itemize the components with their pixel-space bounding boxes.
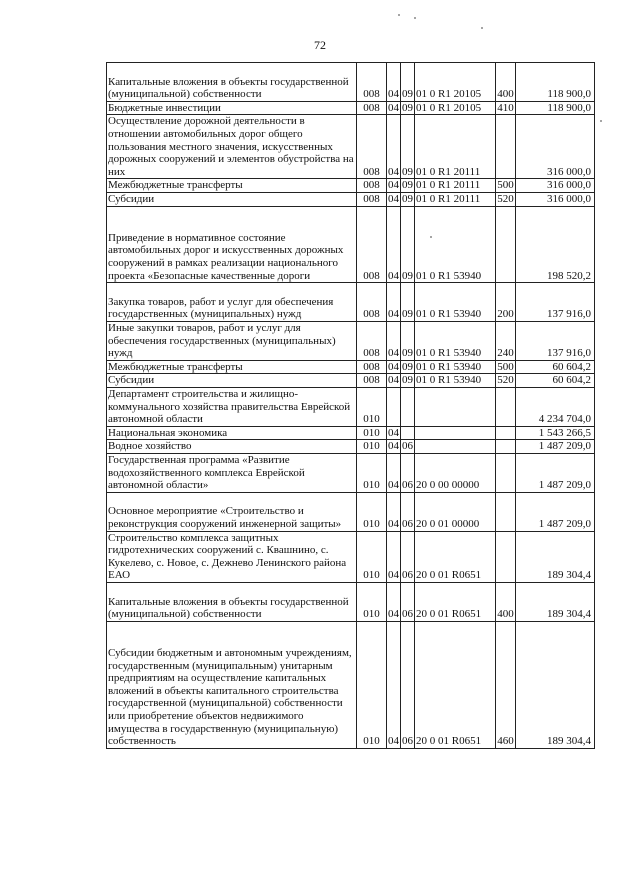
table-row	[107, 321, 595, 360]
row-amount: 1 487 209,0	[516, 492, 595, 531]
scan-speck	[430, 236, 432, 238]
table-row	[107, 582, 595, 621]
row-subsection-code: 06	[401, 582, 415, 621]
row-amount: 60 604,2	[516, 360, 595, 374]
row-amount: 189 304,4	[516, 582, 595, 621]
scan-speck	[481, 27, 483, 29]
row-target-article-code: 20 0 01 00000	[415, 492, 496, 531]
row-amount: 4 234 704,0	[516, 387, 595, 426]
row-target-article-code: 01 0 R1 53940	[415, 374, 496, 388]
row-subsection-code: 09	[401, 283, 415, 322]
row-name: Бюджетные инвестиции	[107, 101, 357, 115]
row-expense-type-code	[496, 531, 516, 582]
row-target-article-code: 20 0 01 R0651	[415, 582, 496, 621]
table-row	[107, 63, 595, 102]
table-row	[107, 426, 595, 440]
row-target-article-code: 01 0 R1 20111	[415, 192, 496, 206]
row-target-article-code	[415, 440, 496, 454]
row-target-article-code: 01 0 R1 53940	[415, 283, 496, 322]
row-grbs-code: 008	[357, 283, 387, 322]
row-name: Капитальные вложения в объекты государственной (муниципальной) собственности	[107, 582, 357, 621]
row-subsection-code: 06	[401, 492, 415, 531]
row-section-code: 04	[388, 360, 399, 373]
row-expense-type-code	[496, 206, 516, 283]
row-name: Национальная экономика	[107, 426, 357, 440]
row-section-code: 04	[387, 582, 401, 621]
table-row	[107, 621, 595, 748]
row-name: Осуществление дорожной деятельности в отношении автомобильных дорог общего пользования местного значения, искусственных дорожных сооружений и элементов обустройства на них	[107, 115, 357, 179]
row-expense-type-code: 460	[496, 621, 516, 748]
row-target-article-code: 01 0 R1 53940	[415, 321, 496, 360]
row-target-article-code: 20 0 00 00000	[415, 453, 496, 492]
row-name: Капитальные вложения в объекты государственной (муниципальной) собственности	[107, 63, 357, 102]
row-expense-type-code: 520	[497, 374, 514, 387]
row-grbs-code: 010	[357, 453, 387, 492]
row-name: Департамент строительства и жилищно-коммунального хозяйства правительства Еврейской автономной области	[107, 387, 357, 426]
row-expense-type-code	[496, 440, 516, 454]
row-target-article-code: 20 0 01 R0651	[415, 621, 496, 748]
scan-speck	[398, 14, 400, 16]
row-grbs-code: 010	[357, 440, 387, 454]
row-amount: 316 000,0	[516, 179, 595, 193]
row-target-article-code: 01 0 R1 20105	[415, 63, 496, 102]
row-expense-type-code: 400	[496, 63, 516, 102]
row-amount: 1 543 266,5	[516, 426, 595, 440]
row-section-code: 04	[387, 63, 401, 102]
row-name: Приведение в нормативное состояние автомобильных дорог и искусственных дорожных сооружений в рамках реализации национального проекта «Безопасные качественные дороги	[107, 206, 357, 283]
row-name: Строительство комплекса защитных гидротехнических сооружений с. Квашнино, с. Кукелево, с. Новое, с. Дежнево Ленинского района ЕАО	[107, 531, 357, 582]
row-expense-type-code	[496, 387, 516, 426]
table-row	[107, 492, 595, 531]
row-name: Основное мероприятие «Строительство и реконструкция сооружений инженерной защиты»	[107, 492, 357, 531]
table-row	[107, 387, 595, 426]
row-amount: 198 520,2	[516, 206, 595, 283]
row-section-code: 04	[388, 179, 399, 192]
row-subsection-code: 06	[402, 440, 413, 453]
table-row	[107, 101, 595, 115]
row-grbs-code: 010	[357, 492, 387, 531]
row-amount: 60 604,2	[516, 374, 595, 388]
table-row	[107, 440, 595, 454]
row-name: Закупка товаров, работ и услуг для обеспечения государственных (муниципальных) нужд	[107, 283, 357, 322]
row-amount: 137 916,0	[516, 321, 595, 360]
row-target-article-code: 01 0 R1 20111	[415, 115, 496, 179]
row-subsection-code: 06	[401, 621, 415, 748]
row-expense-type-code	[496, 426, 516, 440]
row-subsection-code: 09	[402, 374, 413, 387]
row-grbs-code: 008	[357, 360, 387, 374]
scan-speck	[600, 120, 602, 122]
table-row	[107, 453, 595, 492]
row-expense-type-code: 500	[497, 360, 514, 373]
row-subsection-code	[401, 387, 415, 426]
row-subsection-code	[401, 426, 415, 440]
row-amount: 189 304,4	[516, 531, 595, 582]
row-expense-type-code: 200	[496, 283, 516, 322]
row-target-article-code: 01 0 R1 53940	[415, 206, 496, 283]
row-target-article-code: 20 0 01 R0651	[415, 531, 496, 582]
row-subsection-code: 09	[401, 321, 415, 360]
row-grbs-code: 010	[357, 426, 387, 440]
row-section-code: 04	[388, 374, 399, 387]
row-section-code	[387, 387, 401, 426]
row-target-article-code	[415, 387, 496, 426]
row-expense-type-code: 500	[497, 179, 514, 192]
scan-speck	[414, 17, 416, 19]
row-name: Межбюджетные трансферты	[107, 360, 357, 374]
table-row	[107, 360, 595, 374]
row-amount: 1 487 209,0	[516, 453, 595, 492]
row-expense-type-code: 410	[497, 101, 514, 114]
row-section-code: 04	[387, 206, 401, 283]
row-subsection-code: 06	[401, 531, 415, 582]
row-subsection-code: 09	[401, 63, 415, 102]
table-row	[107, 531, 595, 582]
row-section-code: 04	[387, 531, 401, 582]
row-expense-type-code: 400	[496, 582, 516, 621]
row-expense-type-code	[496, 492, 516, 531]
row-grbs-code: 008	[357, 192, 387, 206]
row-amount: 118 900,0	[516, 63, 595, 102]
row-section-code: 04	[388, 101, 399, 114]
row-name: Межбюджетные трансферты	[107, 179, 357, 193]
row-section-code: 04	[387, 492, 401, 531]
row-amount: 316 000,0	[516, 115, 595, 179]
row-subsection-code: 09	[401, 115, 415, 179]
row-subsection-code: 09	[402, 179, 413, 192]
row-amount: 137 916,0	[516, 283, 595, 322]
row-expense-type-code	[496, 115, 516, 179]
row-grbs-code: 010	[357, 531, 387, 582]
row-target-article-code: 01 0 R1 20105	[415, 101, 496, 115]
row-section-code: 04	[388, 440, 399, 453]
row-target-article-code: 01 0 R1 20111	[415, 179, 496, 193]
row-grbs-code: 008	[357, 63, 387, 102]
row-section-code: 04	[387, 321, 401, 360]
row-name: Субсидии	[107, 192, 357, 206]
row-expense-type-code: 520	[497, 192, 514, 205]
row-section-code: 04	[388, 192, 399, 205]
row-expense-type-code: 240	[496, 321, 516, 360]
row-grbs-code: 008	[357, 206, 387, 283]
row-subsection-code: 09	[402, 101, 413, 114]
row-section-code: 04	[387, 621, 401, 748]
row-grbs-code: 008	[357, 101, 387, 115]
row-name: Субсидии	[107, 374, 357, 388]
row-grbs-code: 008	[357, 321, 387, 360]
page-number: 72	[314, 38, 326, 52]
row-section-code: 04	[388, 426, 399, 439]
row-amount: 1 487 209,0	[516, 440, 595, 454]
row-subsection-code: 09	[402, 360, 413, 373]
row-expense-type-code	[496, 453, 516, 492]
row-subsection-code: 06	[401, 453, 415, 492]
table-row	[107, 115, 595, 179]
budget-table-body	[107, 63, 595, 749]
row-amount: 316 000,0	[516, 192, 595, 206]
table-row	[107, 192, 595, 206]
budget-table	[106, 62, 595, 749]
table-row	[107, 179, 595, 193]
row-section-code: 04	[387, 115, 401, 179]
row-grbs-code: 008	[357, 374, 387, 388]
row-grbs-code: 010	[357, 387, 387, 426]
table-row	[107, 374, 595, 388]
table-row	[107, 206, 595, 283]
row-name: Водное хозяйство	[107, 440, 357, 454]
row-target-article-code	[415, 426, 496, 440]
row-section-code: 04	[387, 453, 401, 492]
row-name: Государственная программа «Развитие водохозяйственного комплекса Еврейской автономной области»	[107, 453, 357, 492]
row-amount: 189 304,4	[516, 621, 595, 748]
row-target-article-code: 01 0 R1 53940	[415, 360, 496, 374]
row-name: Субсидии бюджетным и автономным учреждениям, государственным (муниципальным) унитарным предприятиям на осуществление капитальных вложений в объекты капитального строительства государственной (муниципальной) собственности или приобретение объектов недвижимого имущества в государственную (муниципальную) собственность	[107, 621, 357, 748]
row-grbs-code: 010	[357, 582, 387, 621]
row-grbs-code: 010	[357, 621, 387, 748]
row-amount: 118 900,0	[516, 101, 595, 115]
row-name: Иные закупки товаров, работ и услуг для обеспечения государственных (муниципальных) нужд	[107, 321, 357, 360]
row-subsection-code: 09	[402, 192, 413, 205]
row-grbs-code: 008	[357, 115, 387, 179]
row-grbs-code: 008	[357, 179, 387, 193]
table-row	[107, 283, 595, 322]
row-section-code: 04	[387, 283, 401, 322]
row-subsection-code: 09	[401, 206, 415, 283]
